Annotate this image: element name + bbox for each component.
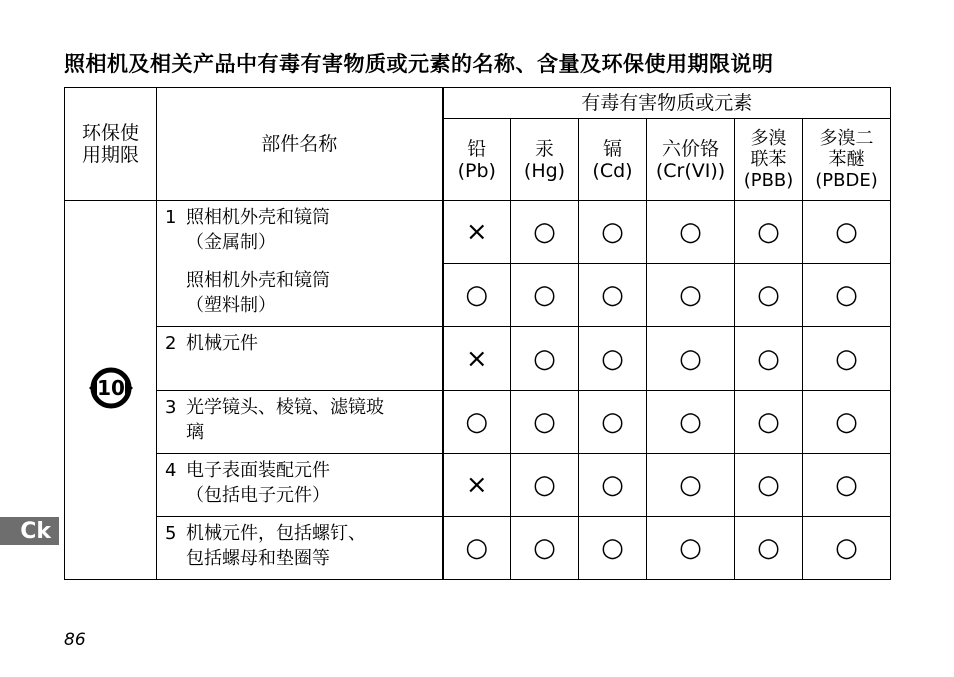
part-name-header: 部件名称 <box>157 88 443 201</box>
mark-cell: ○ <box>803 453 891 516</box>
mark-cell: ○ <box>647 327 735 390</box>
mark-cell: ○ <box>579 390 647 453</box>
mark-cell: ○ <box>443 264 511 327</box>
mark-cell: ○ <box>511 516 579 579</box>
environment-protection-period-icon <box>85 362 137 414</box>
mark-cell: ○ <box>647 390 735 453</box>
part-name-cell: 照相机外壳和镜筒 （塑料制） <box>157 264 443 327</box>
mark-cell: ○ <box>735 516 803 579</box>
substance-header-cd: 镉 (Cd) <box>579 119 647 201</box>
mark-cell: ○ <box>803 201 891 264</box>
substance-header-hg: 汞 (Hg) <box>511 119 579 201</box>
language-tab: Ck <box>0 517 59 545</box>
page-title: 照相机及相关产品中有毒有害物质或元素的名称、含量及环保使用期限说明 <box>64 52 774 76</box>
mark-cell: ○ <box>579 327 647 390</box>
mark-cell: ○ <box>511 453 579 516</box>
table-row <box>65 390 891 453</box>
table-row <box>65 201 891 264</box>
hazardous-substances-table <box>64 87 891 580</box>
part-name-cell: 3 光学镜头、棱镜、滤镜玻 璃 <box>157 390 443 453</box>
mark-cell: ○ <box>735 390 803 453</box>
mark-cell: ○ <box>803 516 891 579</box>
table-row <box>65 327 891 390</box>
substance-header-pbb: 多溴 联苯 (PBB) <box>735 119 803 201</box>
mark-cell: ○ <box>511 201 579 264</box>
mark-cell: ○ <box>803 264 891 327</box>
table-row <box>65 516 891 579</box>
substance-header-cr6: 六价铬 (Cr(VI)) <box>647 119 735 201</box>
table-row <box>65 264 891 327</box>
mark-cell: ○ <box>579 264 647 327</box>
mark-cell: ○ <box>579 516 647 579</box>
part-name-cell: 2 机械元件 <box>157 327 443 390</box>
mark-cell: ○ <box>735 201 803 264</box>
mark-cell: ○ <box>647 201 735 264</box>
header-row-1 <box>65 88 891 119</box>
mark-cell: ○ <box>511 390 579 453</box>
period-header-line1: 环保使 <box>81 122 139 145</box>
page-number: 86 <box>64 630 86 650</box>
mark-cell: ○ <box>647 516 735 579</box>
period-logo-cell <box>65 201 157 580</box>
period-header-line2: 用期限 <box>81 144 139 167</box>
period-header <box>65 88 157 201</box>
mark-cell: ○ <box>735 327 803 390</box>
table-row <box>65 453 891 516</box>
substances-group-header: 有毒有害物质或元素 <box>443 88 891 119</box>
mark-cell: ○ <box>803 327 891 390</box>
mark-cell: ○ <box>511 327 579 390</box>
substance-header-pb: 铅 (Pb) <box>443 119 511 201</box>
substance-header-pbde: 多溴二 苯醚 (PBDE) <box>803 119 891 201</box>
svg-text:10: 10 <box>96 375 125 400</box>
mark-cell: ○ <box>579 453 647 516</box>
mark-cell: × <box>443 327 511 390</box>
mark-cell: ○ <box>511 264 579 327</box>
part-name-cell: 5 机械元件，包括螺钉、 包括螺母和垫圈等 <box>157 516 443 579</box>
mark-cell: ○ <box>443 516 511 579</box>
mark-cell: × <box>443 201 511 264</box>
mark-cell: ○ <box>647 453 735 516</box>
part-name-cell: 4 电子表面装配元件 （包括电子元件） <box>157 453 443 516</box>
mark-cell: × <box>443 453 511 516</box>
mark-cell: ○ <box>647 264 735 327</box>
mark-cell: ○ <box>803 390 891 453</box>
mark-cell: ○ <box>443 390 511 453</box>
mark-cell: ○ <box>735 264 803 327</box>
mark-cell: ○ <box>735 453 803 516</box>
mark-cell: ○ <box>579 201 647 264</box>
part-name-cell: 1 照相机外壳和镜筒 （金属制） <box>157 201 443 264</box>
